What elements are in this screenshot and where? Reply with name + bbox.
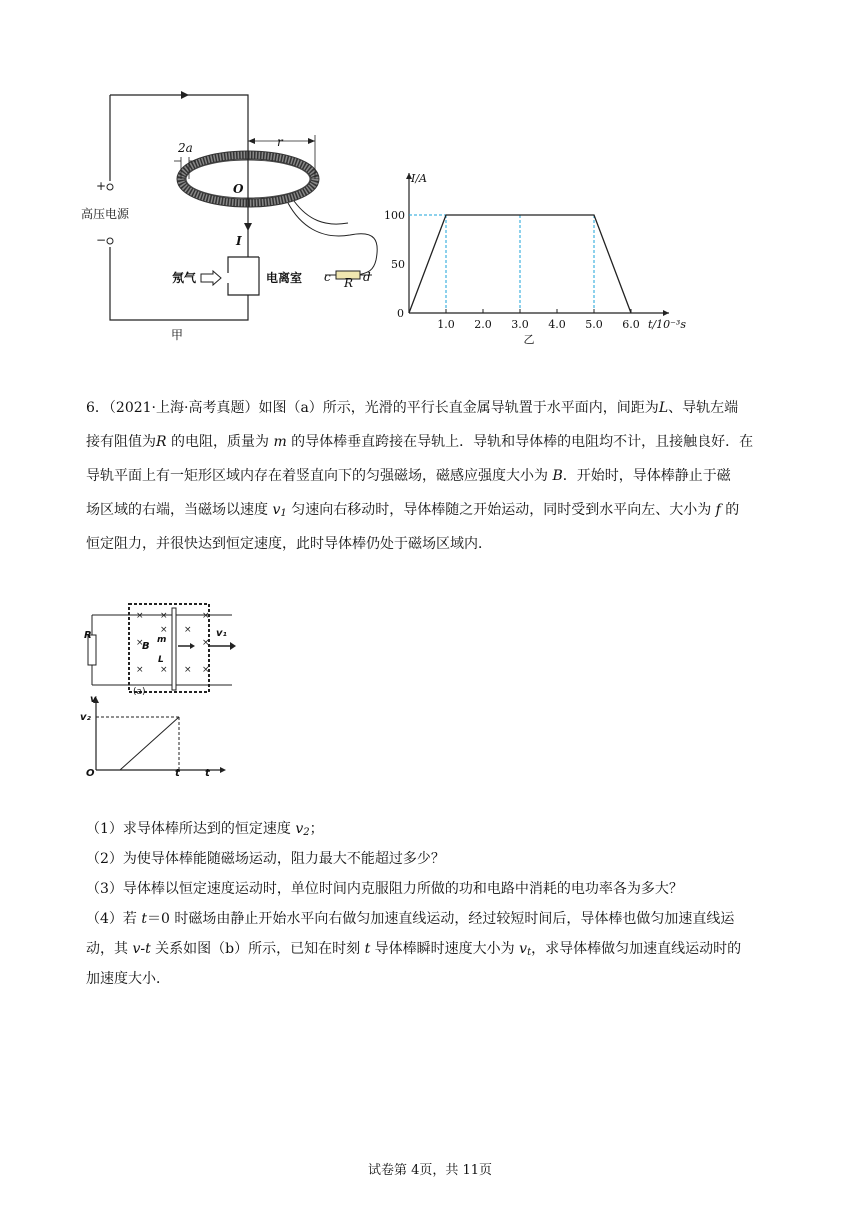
part-4-line-3: 加速度大小．	[86, 971, 170, 987]
question-stem-line-4: 场区域的右端，当磁场以速度 $v_1$ 匀速向右移动时，导体棒随之开始运动，同时受到水平向左、大小为 f 的	[86, 502, 740, 519]
fig-b-origin-label: O	[86, 768, 95, 779]
part-4-line-2: 动，其 v-t 关系如图（b）所示，已知在时刻 t 导体棒瞬时速度大小为 $v_t$，求导体棒做匀加速直线运动时的	[86, 941, 742, 958]
fig-b-t-axis-label: t	[205, 768, 210, 779]
x-tick-label: 1.0	[437, 318, 455, 331]
math-variable: v	[519, 941, 528, 957]
fig-a-R-label: R	[84, 630, 92, 641]
math-variable: B	[552, 468, 563, 484]
power-supply-label: 高压电源	[81, 207, 130, 221]
part-2: （2）为使导体棒能随磁场运动，阻力最大不能超过多少？	[86, 851, 445, 867]
field-cross: ×	[184, 625, 192, 635]
math-variable: v	[295, 821, 304, 837]
resistor-R-label: R	[344, 276, 354, 290]
field-cross: ×	[160, 625, 168, 635]
figure-a	[84, 600, 244, 700]
math-subscript: 1	[280, 508, 287, 519]
resistor-d-label: d	[363, 270, 371, 284]
x-tick-label: 6.0	[622, 318, 640, 331]
math-variable: L	[658, 400, 669, 416]
current-arrow-I	[244, 223, 252, 231]
top-wire	[110, 95, 248, 147]
math-variable: v-t	[132, 941, 151, 957]
ion-chamber-label: 电离室	[266, 271, 303, 285]
gas-inlet-arrow	[201, 271, 221, 285]
field-cross: ×	[136, 611, 144, 621]
ion-chamber	[228, 257, 237, 273]
current-arrow-top	[181, 91, 189, 99]
question-stem-text-1: 如图（a）所示，光滑的平行长直金属导轨置于水平面内，间距为L、导轨左端	[258, 400, 739, 416]
figure-yi-chart	[384, 165, 688, 346]
x-tick-label: 5.0	[585, 318, 603, 331]
field-cross: ×	[202, 665, 210, 675]
center-O-label: O	[233, 182, 244, 196]
resistor-c-label: c	[324, 270, 331, 284]
lead-wire	[288, 203, 377, 275]
helium-label: 氖气	[172, 271, 197, 285]
math-variable: f	[715, 502, 721, 518]
field-cross: ×	[184, 665, 192, 675]
field-cross: ×	[136, 638, 144, 648]
origin-label: 0	[397, 307, 404, 320]
minus-terminal	[107, 238, 113, 244]
y-axis-label: I/A	[411, 172, 427, 185]
plus-terminal	[107, 184, 113, 190]
field-cross: ×	[202, 611, 210, 621]
vt-line	[120, 717, 179, 770]
part-1: （1）求导体棒所达到的恒定速度 $v_2$；	[86, 821, 324, 838]
figure-yi-caption: 乙	[523, 333, 535, 346]
math-subscript: t	[527, 947, 532, 958]
plus-label: +	[96, 179, 107, 193]
fig-b-v-label: v	[90, 694, 97, 705]
y-tick-label: 50	[391, 258, 405, 271]
math-subscript: 2	[303, 827, 310, 838]
y-tick-label: 100	[384, 209, 405, 222]
fig-b-t-mark-label: t	[175, 768, 180, 779]
figure-b	[84, 695, 234, 785]
field-cross: ×	[160, 611, 168, 621]
current-I-label: I	[236, 234, 242, 248]
fig-a-m-label: m	[157, 635, 167, 645]
math-variable: t	[364, 941, 371, 957]
math-variable: t	[141, 911, 147, 927]
field-cross: ×	[202, 638, 210, 648]
fig-a-B-label: B	[142, 641, 150, 652]
math-variable: R	[156, 434, 167, 450]
fig-b-v2-label: v₂	[80, 712, 91, 723]
fig-a-L-label: L	[158, 655, 164, 665]
fig-a-v1-label: v₁	[216, 628, 227, 639]
x-tick-label: 4.0	[548, 318, 566, 331]
r-label: r	[277, 135, 283, 149]
field-cross: ×	[136, 665, 144, 675]
x-axis-label: t/10⁻³s	[648, 318, 686, 331]
question-stem-line-5: 恒定阻力，并很快达到恒定速度，此时导体棒仍处于磁场区域内．	[86, 536, 492, 552]
minus-label: −	[96, 233, 107, 247]
conductor-rod	[172, 608, 176, 690]
page-footer: 试卷第 4页，共 11页	[367, 1163, 493, 1178]
figure-jia-caption: 甲	[171, 328, 184, 342]
question-stem-line-3: 导轨平面上有一矩形区域内存在着竖直向下的匀强磁场，磁感应强度大小为 B．开始时，导体棒静止于磁	[86, 468, 731, 484]
question-number: 6．	[86, 400, 109, 416]
2a-label: 2a	[178, 141, 193, 155]
part-3: （3）导体棒以恒定速度运动时，单位时间内克服阻力所做的功和电路中消耗的电功率各为多大？	[86, 881, 683, 897]
field-cross: ×	[160, 665, 168, 675]
question-stem-line-2: 接有阻值为R 的电阻，质量为 m 的导体棒垂直跨接在导轨上．导轨和导体棒的电阻均不计，且接触良好．在	[86, 434, 754, 450]
x-tick-label: 2.0	[474, 318, 492, 331]
current-series-line	[409, 215, 631, 313]
math-variable: v	[272, 502, 281, 518]
fig-a-caption: (a)	[133, 687, 146, 697]
question-stem-line-1	[86, 391, 776, 425]
x-tick-label: 3.0	[511, 318, 529, 331]
question-source: （2021·上海·高考真题）	[108, 400, 259, 416]
x-axis-arrow	[663, 310, 669, 316]
part-4-line-1: （4）若 t＝0 时磁场由静止开始水平向右做匀加速直线运动，经过较短时间后，导体棒也做匀加速直线运	[86, 911, 735, 927]
math-variable: m	[273, 434, 287, 450]
